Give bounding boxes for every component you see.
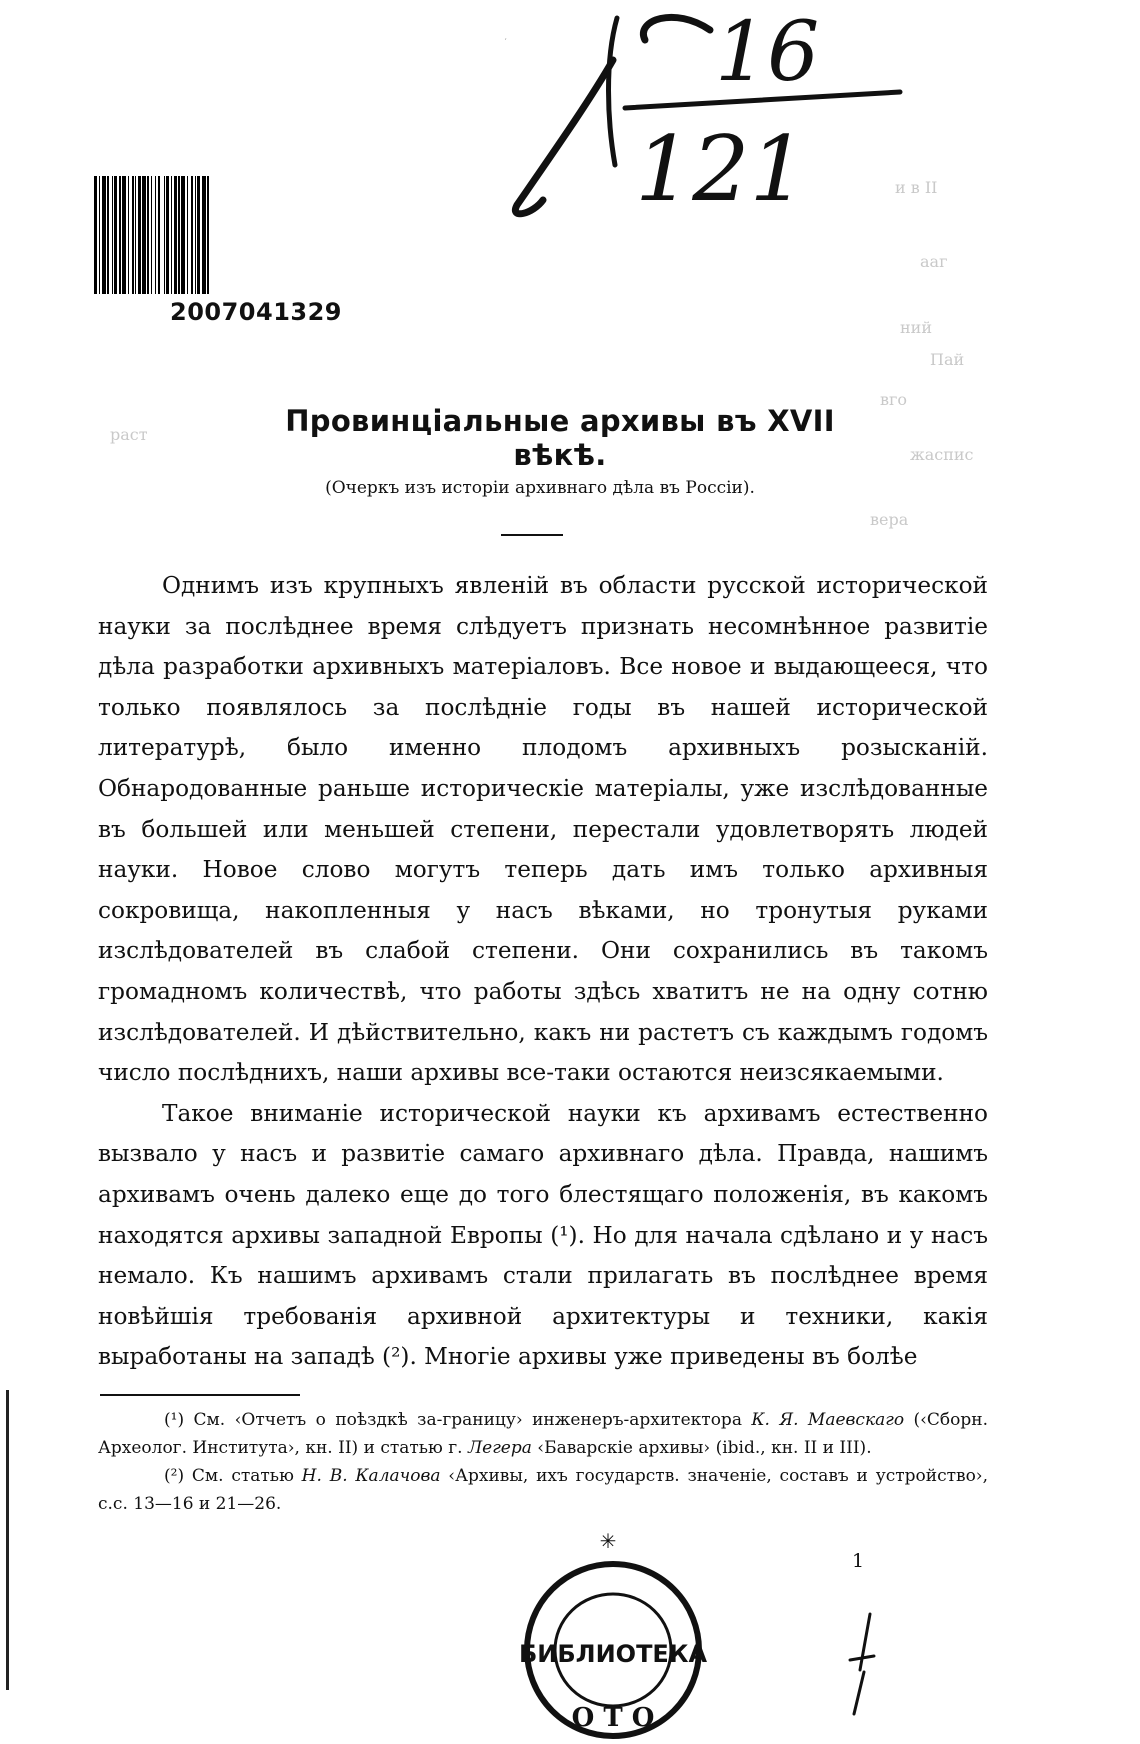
- footnote-author: К. Я. Маевскаго: [751, 1410, 905, 1430]
- article-subtitle: (Очеркъ изъ исторіи архивнаго дѣла въ Россіи).: [325, 478, 755, 498]
- scan-edge-line: [6, 1390, 9, 1690]
- library-stamp: [518, 1530, 708, 1740]
- bleed-through-text: раст: [110, 425, 148, 444]
- body-text: [98, 566, 988, 1378]
- paragraph: Такое вниманіе исторической науки къ архивамъ естественно вызвало у насъ и развитіе самаго архивнаго дѣла. Правда, нашимъ архивамъ очень далеко еще до того блестящаго положенія, въ какомъ находятся архивы западной Европы (¹). Но для начала сдѣлано и у насъ немало. Къ нашимъ архивамъ стали прилагать въ послѣднее время новѣйшія требованія архивной архитектуры и техники, какія выработаны на западѣ (²). Многіе архивы уже приведены въ болѣе: [98, 1099, 988, 1371]
- bleed-through-text: и в II: [895, 178, 938, 197]
- shelfmark-letter: Г: [505, 39, 507, 41]
- footnote-text: См. статью: [191, 1466, 302, 1486]
- barcode-bars: [94, 176, 340, 294]
- shelfmark-top: 16: [715, 5, 820, 100]
- bleed-through-text: жаспис: [910, 445, 974, 464]
- bleed-through-text: вера: [870, 510, 909, 529]
- footnote-2: [98, 1462, 988, 1518]
- stamp-text: БИБЛИОТЕКА: [518, 1640, 708, 1668]
- svg-text:✳: ✳: [599, 1530, 617, 1553]
- footnote-mark: (²): [164, 1466, 185, 1486]
- footnote-1: [98, 1406, 988, 1462]
- barcode-number: 2007041329: [170, 298, 342, 326]
- footnotes: [98, 1406, 988, 1518]
- footnote-text: ‹Архивы, ихъ государств. значеніе, составъ и устройство›, с.с. 13—16 и 21—26.: [98, 1466, 989, 1514]
- footnote-text: См. ‹Отчетъ о поѣздкѣ за-границу› инженеръ-архитектора: [193, 1410, 752, 1430]
- article-title: Провинціальные архивы въ XVII вѣкѣ.: [285, 404, 835, 472]
- footnote-author: Легера: [467, 1438, 532, 1458]
- svg-text:О Т О: О Т О: [571, 1703, 655, 1733]
- shelfmark-bottom: 121: [635, 117, 807, 222]
- footnote-divider: [100, 1394, 300, 1396]
- footnote-mark: (¹): [164, 1410, 185, 1430]
- barcode-bar: [209, 176, 210, 294]
- title-divider: [501, 534, 563, 536]
- footnote-text: ‹Баварскіе архивы› (ibid., кн. II и III).: [531, 1438, 872, 1458]
- bleed-through-text: вго: [880, 390, 908, 409]
- handwritten-shelfmark: [495, 0, 915, 240]
- bleed-through-text: ааг: [920, 252, 948, 271]
- bleed-through-text: ний: [900, 318, 932, 337]
- handwritten-mark: [842, 1610, 882, 1720]
- footnote-text: (‹Сборн. Археолог. Института›, кн. II) и статью г.: [98, 1410, 989, 1458]
- barcode-label: [94, 176, 340, 326]
- bleed-through-text: Пай: [930, 350, 965, 369]
- page-number: 1: [852, 1550, 865, 1572]
- footnote-author: Н. В. Калачова: [301, 1466, 441, 1486]
- paragraph: Однимъ изъ крупныхъ явленій въ области русской исторической науки за послѣднее время слѣдуетъ признать несомнѣнное развитіе дѣла разработки архивныхъ матеріаловъ. Все новое и выдающееся, что только появлялось за послѣдніе годы въ нашей исторической литературѣ, было именно плодомъ архивныхъ розысканій. Обнародованные раньше историческіе матеріалы, уже изслѣдованные въ большей или меньшей степени, перестали удовлетворять людей науки. Новое слово могутъ теперь дать имъ только архивныя сокровища, накопленныя у насъ вѣками, но тронутыя руками изслѣдователей въ слабой степени. Они сохранились въ такомъ громадномъ количествѣ, что работы здѣсь хватитъ не на одну сотню изслѣдователей. И дѣйствительно, какъ ни растетъ съ каждымъ годомъ число послѣднихъ, наши архивы все-таки остаются неизсякаемыми.: [98, 572, 988, 1087]
